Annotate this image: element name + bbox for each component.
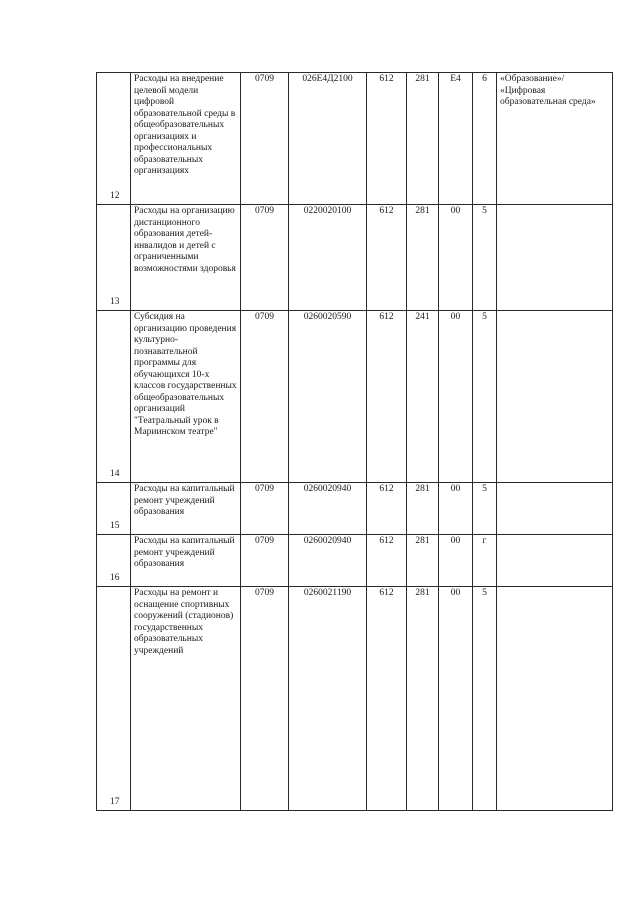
- kosgu-code: 241: [407, 311, 439, 483]
- project-code: 00: [439, 311, 473, 483]
- expense-name: Субсидия на организацию проведения культурно-познавательной программы для обучающихся 10-х классов государственных общеобразовательных организаций "Театральный урок в Мариинском театре": [131, 311, 241, 483]
- target-article-code: 0260020940: [289, 483, 367, 535]
- expense-type-code: 612: [367, 311, 407, 483]
- expense-type-code: 612: [367, 587, 407, 811]
- table-row: [97, 587, 613, 811]
- column-code: 5: [473, 311, 497, 483]
- target-article-code: 0220020100: [289, 205, 367, 311]
- project-code: 00: [439, 535, 473, 587]
- expense-type-code: 612: [367, 73, 407, 205]
- project-note: [497, 483, 613, 535]
- expense-type-code: 612: [367, 205, 407, 311]
- table-row: [97, 483, 613, 535]
- row-number: 14: [97, 311, 131, 483]
- project-code: 00: [439, 483, 473, 535]
- project-note: [497, 587, 613, 811]
- section-code: 0709: [241, 73, 289, 205]
- column-code: 5: [473, 483, 497, 535]
- target-article-code: 026Е4Д2100: [289, 73, 367, 205]
- column-code: 5: [473, 205, 497, 311]
- column-code: 6: [473, 73, 497, 205]
- target-article-code: 0260021190: [289, 587, 367, 811]
- kosgu-code: 281: [407, 73, 439, 205]
- expense-type-code: 612: [367, 483, 407, 535]
- table-row: [97, 535, 613, 587]
- expense-name: Расходы на ремонт и оснащение спортивных сооружений (стадионов) государственных образовательных учреждений: [131, 587, 241, 811]
- expense-type-code: 612: [367, 535, 407, 587]
- kosgu-code: 281: [407, 535, 439, 587]
- row-number: 13: [97, 205, 131, 311]
- project-code: Е4: [439, 73, 473, 205]
- project-note: [497, 205, 613, 311]
- kosgu-code: 281: [407, 587, 439, 811]
- row-number: 12: [97, 73, 131, 205]
- target-article-code: 0260020940: [289, 535, 367, 587]
- project-note: [497, 311, 613, 483]
- project-code: 00: [439, 205, 473, 311]
- section-code: 0709: [241, 205, 289, 311]
- project-note: [497, 535, 613, 587]
- table-row: [97, 311, 613, 483]
- table-row: [97, 205, 613, 311]
- column-code: 5: [473, 587, 497, 811]
- kosgu-code: 281: [407, 205, 439, 311]
- row-number: 17: [97, 587, 131, 811]
- project-note: «Образование»/ «Цифровая образовательная среда»: [497, 73, 613, 205]
- row-number: 16: [97, 535, 131, 587]
- budget-table: [96, 72, 613, 811]
- row-number: 15: [97, 483, 131, 535]
- kosgu-code: 281: [407, 483, 439, 535]
- target-article-code: 0260020590: [289, 311, 367, 483]
- expense-name: Расходы на капитальный ремонт учреждений образования: [131, 535, 241, 587]
- expense-name: Расходы на внедрение целевой модели цифровой образовательной среды в общеобразовательных организациях и профессиональных образовательных организациях: [131, 73, 241, 205]
- section-code: 0709: [241, 587, 289, 811]
- column-code: г: [473, 535, 497, 587]
- section-code: 0709: [241, 535, 289, 587]
- section-code: 0709: [241, 311, 289, 483]
- project-code: 00: [439, 587, 473, 811]
- table-row: [97, 73, 613, 205]
- expense-name: Расходы на организацию дистанционного образования детей-инвалидов и детей с ограниченными возможностями здоровья: [131, 205, 241, 311]
- section-code: 0709: [241, 483, 289, 535]
- expense-name: Расходы на капитальный ремонт учреждений образования: [131, 483, 241, 535]
